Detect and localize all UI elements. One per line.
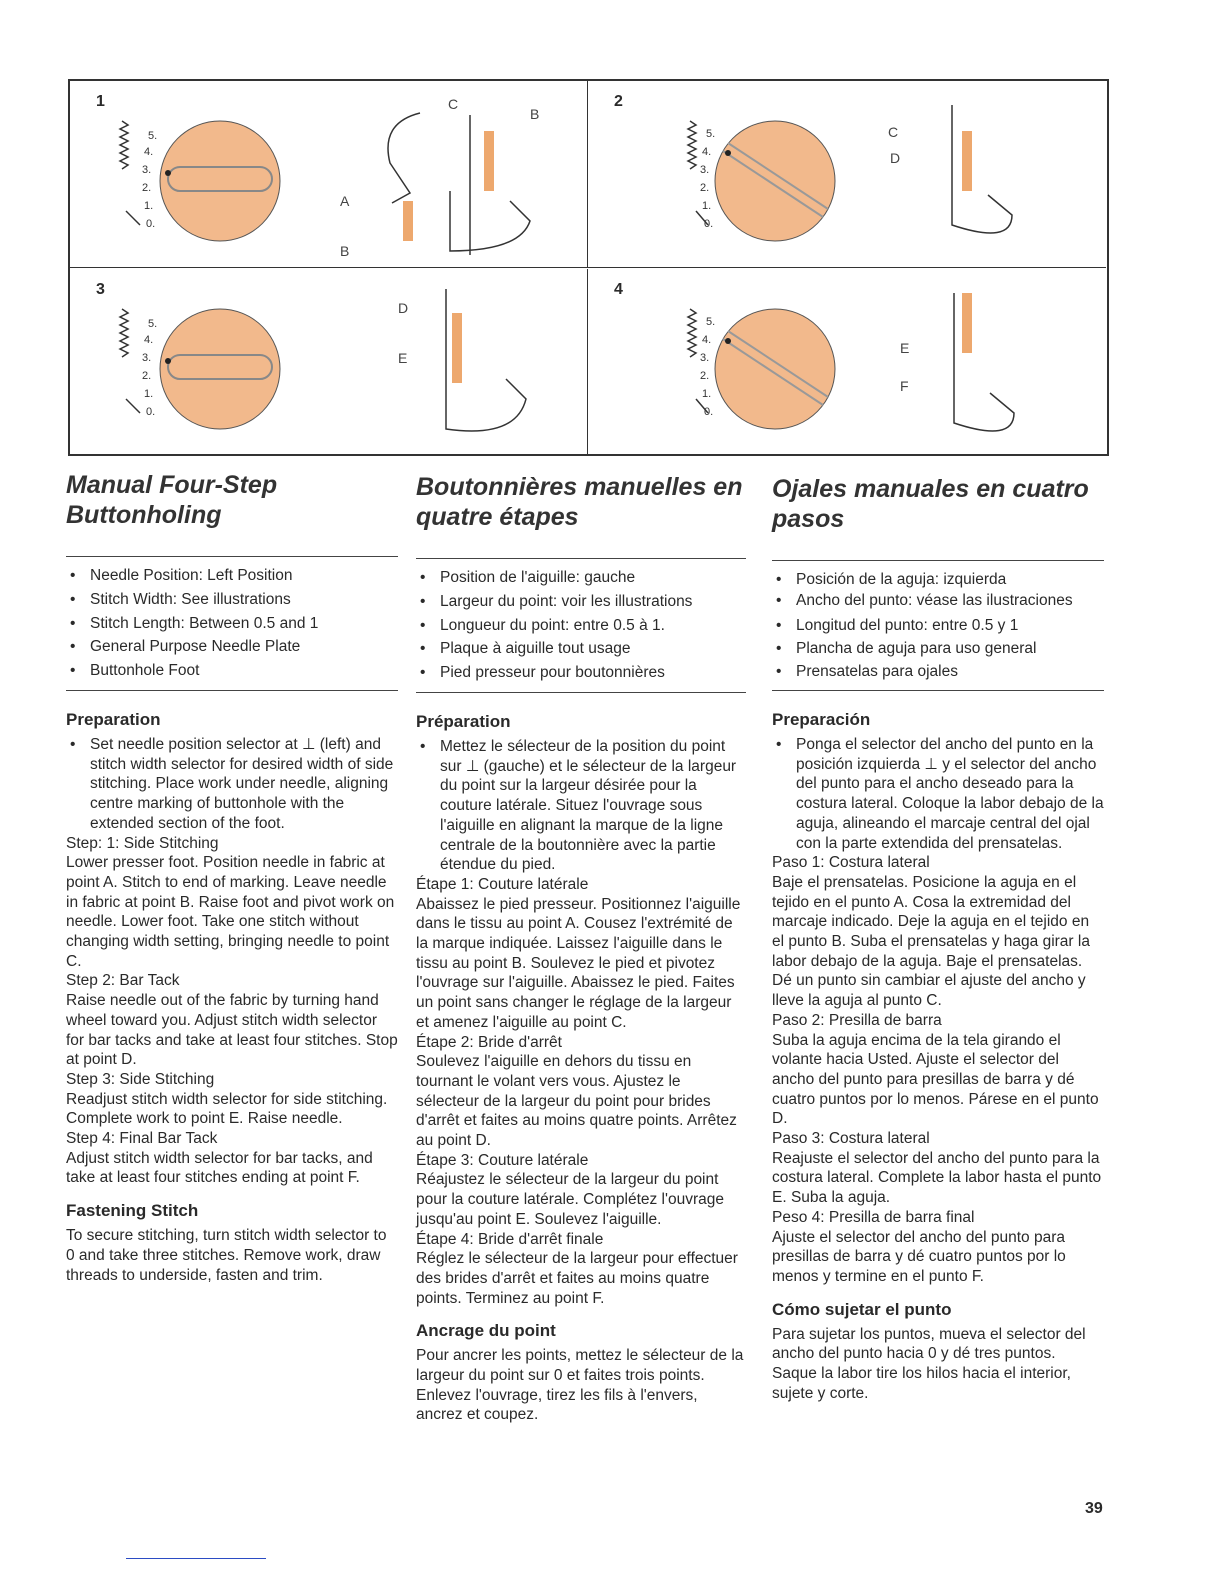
dial-5: 5. [148,318,158,330]
dial-3: 3. [142,352,152,364]
divider [772,690,1104,691]
dial-0: 0. [704,406,714,418]
step-3-text: Readjust stitch width selector for side stitching. Complete work to point E. Raise needle. [66,1090,388,1128]
list-item: • Plaque à aiguille tout usage [416,637,746,661]
label-c: C [888,124,899,140]
english-title: Manual Four-Step Buttonholing [66,471,278,529]
english-column [66,470,398,1285]
step-2-text: Suba la aguja encima de la tela girando el volante hacia Usted. Ajuste el selector del ancho del punto para presillas de barra y dé cuatro puntos por lo menos. Párese en el punto D. [772,1031,1099,1128]
spanish-preparation-heading: Preparación [772,710,871,729]
dial-5: 5. [706,128,716,140]
stitch-line-a [403,201,413,241]
list-item: • Posición de la aguja: izquierda [772,568,1104,591]
list-item: • Longueur du point: entre 0.5 à 1. [416,614,746,638]
panel-number: 1 [96,93,105,110]
step-4-text: Adjust stitch width selector for bar tacks, and take at least four stitches ending at point F. [66,1149,373,1187]
dial-2: 2. [700,370,710,382]
figure-panel-3 [70,269,588,456]
step-2-text: Soulevez l'aiguille en dehors du tissu en tournant le volant vers vous. Ajustez le sélecteur de la largeur du point pour brides d'arrêt et faites au moins quatre points. Arrêtez au point D. [416,1053,737,1150]
step-4-text: Ajuste el selector del ancho del punto para presillas de barra y dé cuatro puntos por lo menos y termine en el punto F. [772,1228,1066,1285]
english-requirements-list [66,564,398,683]
label-b: B [340,243,350,259]
dial-0: 0. [146,406,156,418]
panel-number: 3 [96,281,105,298]
english-preparation-heading: Preparation [66,709,161,729]
step-1-title: Step: 1: Side Stitching [66,834,219,852]
step-4-title: Peso 4: Presilla de barra final [772,1208,975,1226]
english-preparation-text: • Set needle position selector at ⊥ (left) and stitch width selector for desired width of side stitching. Place work under needle, aligning centre marking of buttonhole with the extended section of the foot. [66,735,398,834]
step-3-title: Paso 3: Costura lateral [772,1130,930,1148]
list-item: • Pied presseur pour boutonnières [416,661,746,685]
step-3-title: Step 3: Side Stitching [66,1070,215,1088]
stitch-line-c [484,131,494,191]
panel-4-drawing [588,269,1106,456]
list-item: • General Purpose Needle Plate [66,635,398,659]
divider [416,558,746,559]
label-c: C [448,96,459,112]
divider [772,560,1104,561]
divider [66,556,398,557]
dial-4: 4. [702,146,712,158]
step-2-title: Paso 2: Presilla de barra [772,1011,942,1029]
dial-4: 4. [702,334,712,346]
step-1-title: Paso 1: Costura lateral [772,854,930,872]
list-item: • Buttonhole Foot [66,659,398,683]
step-3-title: Étape 3: Couture latérale [416,1151,589,1169]
list-item: • Longitud del punto: entre 0.5 y 1 [772,614,1104,637]
panel-1-drawing [70,81,588,268]
dial-1: 1. [702,388,712,400]
list-item: • Position de l'aiguille: gauche [416,566,746,590]
spanish-fastening-heading: Cómo sujetar el punto [772,1299,952,1319]
dial-labels [142,130,157,230]
french-title: Boutonnières manuelles en quatre étapes [416,473,743,531]
step-1-text: Abaissez le pied presseur. Positionnez l'aiguille dans le tissu au point A. Cousez l'extrémité de la marque indiquée. Laissez l'aiguille dans le tissu au point B. Soulevez le pied et pivotez l'ouvrage sur l'aiguille. Abaissez le pied. Faites un point sans changer le réglage de la largeur et amenez l'aiguille au point C. [416,895,741,1031]
figure-panel-1 [70,81,588,268]
spanish-column [772,474,1104,1404]
label-b-top: B [530,106,540,122]
dial-1: 1. [702,200,712,212]
dial-3: 3. [142,164,152,176]
stitch-line [962,131,972,191]
stitch-width-dial [120,121,140,225]
dial-5: 5. [706,316,716,328]
french-fastening-heading: Ancrage du point [416,1321,556,1341]
dial-2: 2. [142,182,152,194]
label-d: D [398,300,409,316]
step-4-title: Step 4: Final Bar Tack [66,1130,218,1148]
list-item: • Ancho del punto: véase las ilustraciones [772,591,1104,611]
fabric-fold [388,113,420,203]
illustration-grid [68,79,1109,456]
french-preparation-heading: Préparation [416,711,511,731]
step-1-text: Baje el prensatelas. Posicione la aguja en el tejido en el punto A. Cosa la extremidad del marcaje indicado. Deje la aguja en el tejido en el punto B. Suba el prensatelas y haga girar la labor debajo de la aguja. Baje el prensatelas. Dé un punto sin cambiar el ajuste del ancho y lleve la aguja al punto C. [772,873,1090,1010]
presser-foot [952,105,1012,233]
label-d: D [890,150,901,166]
dial-0: 0. [146,218,156,230]
divider [66,690,398,691]
step-2-text: Raise needle out of the fabric by turning hand wheel toward you. Adjust stitch width selector for bar tacks and take at least four stitches. Stop at point D. [66,992,398,1069]
fabric-magnifier [715,309,835,429]
label-e: E [398,350,408,366]
dial-3: 3. [700,352,710,364]
page-number: 39 [1085,1500,1103,1517]
dial-4: 4. [144,146,154,158]
french-column [416,472,746,1425]
stitch-line [452,313,462,383]
dial-2: 2. [700,182,710,194]
stitch-line [962,293,972,353]
spanish-requirements-list [772,568,1104,683]
english-fastening-heading: Fastening Stitch [66,1201,199,1221]
french-requirements-list [416,566,746,685]
presser-foot [450,191,530,251]
dial-2: 2. [142,370,152,382]
list-item: • Plancha de aguja para uso general [772,637,1104,660]
dial-0: 0. [704,218,714,230]
spanish-preparation-text: • Ponga el selector del ancho del punto en la posición izquierda ⊥ y el selector del ancho del punto para el ancho deseado para la costura lateral. Coloque la labor debajo de la aguja, alineando el marcaje central del ojal con la parte extendida del prensatelas. [772,735,1104,853]
panel-number: 4 [614,281,623,298]
step-1-title: Étape 1: Couture latérale [416,875,589,893]
list-item: • Needle Position: Left Position [66,564,398,588]
fabric-magnifier [715,121,835,241]
figure-panel-4 [588,269,1106,456]
spanish-fastening-text: Para sujetar los puntos, mueva el selector del ancho del punto hacia 0 y dé tres puntos. Saque la labor tire los hilos hacia el interior, sujete y corte. [772,1325,1086,1402]
list-item: • Stitch Width: See illustrations [66,588,398,612]
step-1-text: Lower presser foot. Position needle in fabric at point A. Stitch to end of marking. Leave needle in fabric at point B. Raise foot and pivot work on needle. Lower foot. Take one stitch without changing width setting, bringing needle to point C. [66,854,395,970]
panel-3-drawing [70,269,588,456]
step-2-title: Étape 2: Bride d'arrêt [416,1033,562,1051]
divider [416,692,746,693]
footer-rule [126,1558,266,1559]
step-4-text: Réglez le sélecteur de la largeur pour effectuer des brides d'arrêt et faites au moins quatre points. Terminez au point F. [416,1250,738,1307]
panel-number: 2 [614,93,623,110]
label-e: E [900,340,910,356]
label-a: A [340,193,350,209]
panel-2-drawing [588,81,1106,268]
list-item: • Stitch Length: Between 0.5 and 1 [66,612,398,636]
step-3-text: Réajustez le sélecteur de la largeur du point pour la couture latérale. Complétez l'ouvrage jusqu'au point E. Soulevez l'aiguille. [416,1171,724,1228]
needle-point [165,170,171,176]
step-2-title: Step 2: Bar Tack [66,972,180,990]
list-item: • Prensatelas para ojales [772,660,1104,683]
fabric-magnifier [160,309,280,429]
step-3-text: Reajuste el selector del ancho del punto para la costura lateral. Complete la labor hasta el punto E. Suba la aguja. [772,1149,1102,1207]
dial-3: 3. [700,164,710,176]
fabric-magnifier [160,121,280,241]
dial-1: 1. [144,388,154,400]
french-fastening-text: Pour ancrer les points, mettez le sélecteur de la largeur du point sur 0 et faites trois points. Enlevez l'ouvrage, tirez les fils à l'envers, ancrez et coupez. [416,1347,744,1424]
english-fastening-text: To secure stitching, turn stitch width selector to 0 and take three stitches. Remove work, draw threads to underside, fasten and trim. [66,1227,387,1284]
dial-5: 5. [148,130,158,142]
list-item: • Largeur du point: voir les illustrations [416,590,746,614]
french-preparation-text: • Mettez le sélecteur de la position du point sur ⊥ (gauche) et le sélecteur de la largeur du point sur la largeur désirée pour la couture latérale. Situez l'ouvrage sous l'aiguille en alignant la marque de la ligne centrale de la boutonnière avec la partie étendue du pied. [416,737,746,875]
label-f: F [900,378,909,394]
spanish-title: Ojales manuales en cuatro pasos [772,475,1089,533]
dial-1: 1. [144,200,154,212]
figure-panel-2 [588,81,1106,268]
dial-4: 4. [144,334,154,346]
step-4-title: Étape 4: Bride d'arrêt finale [416,1230,604,1248]
